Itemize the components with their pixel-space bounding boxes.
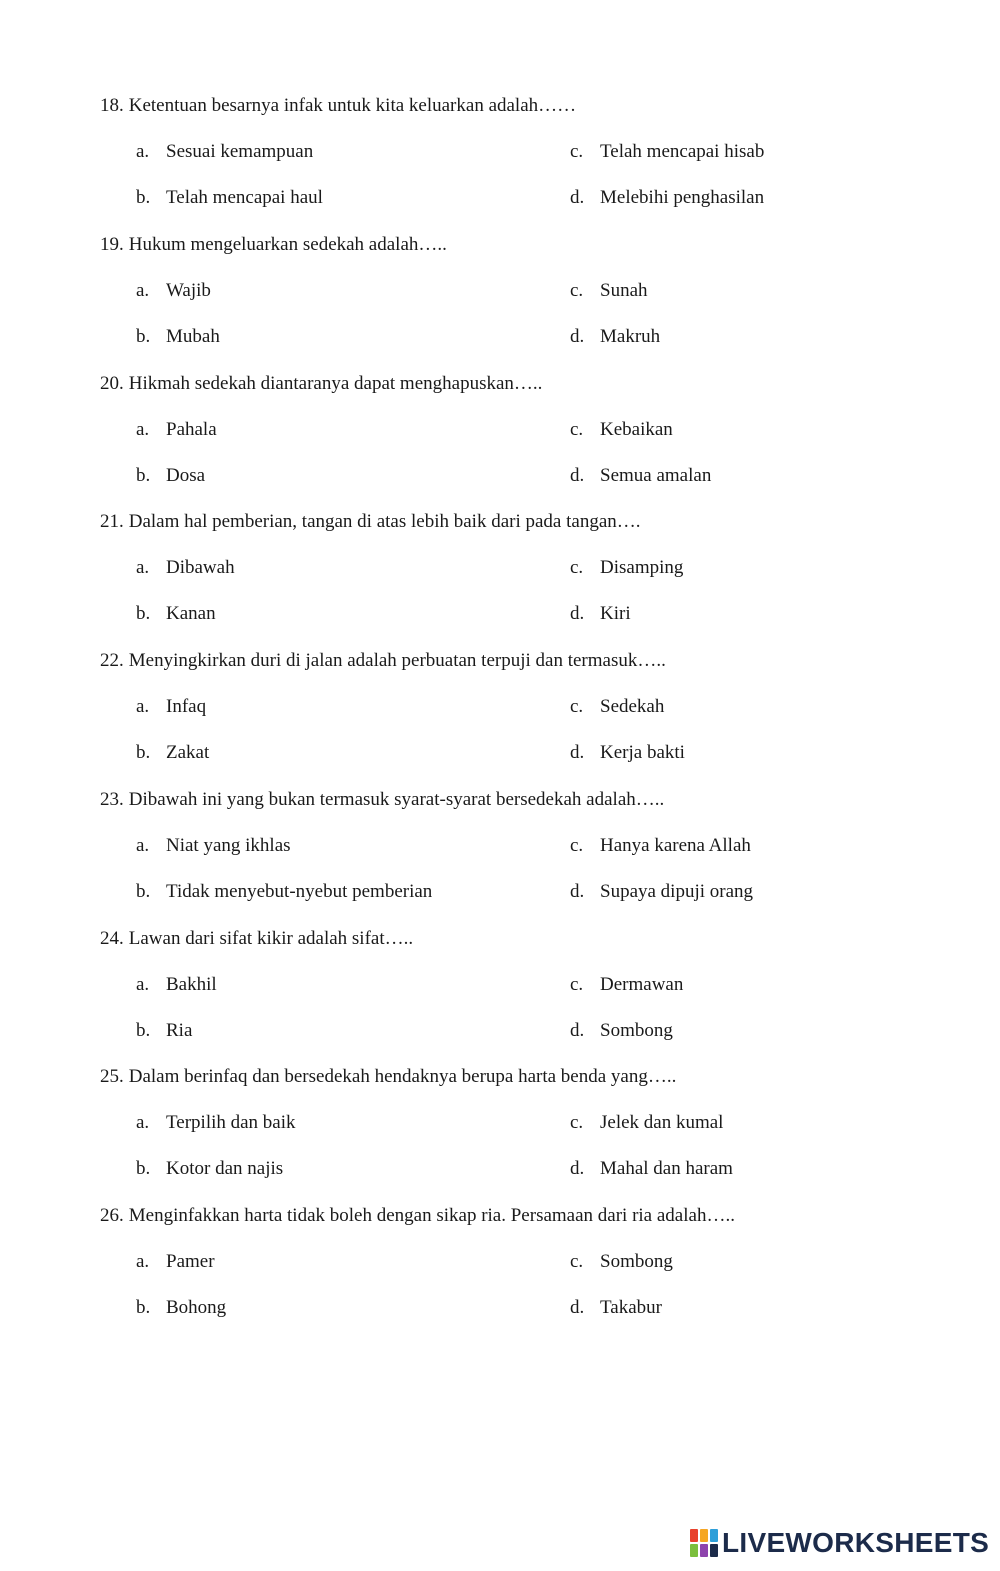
option-b[interactable] (136, 187, 323, 209)
option-letter: a. (136, 279, 150, 301)
question-text: Lawan dari sifat kikir adalah sifat….. (128, 927, 414, 949)
option-text: Melebihi penghasilan (600, 187, 765, 208)
option-text: Kerja bakti (600, 742, 685, 763)
option-text: Sombong (600, 1019, 673, 1041)
option-letter: a. (136, 141, 150, 162)
option-b[interactable] (136, 742, 209, 764)
option-letter: a. (136, 834, 150, 856)
option-text: Telah mencapai hisab (600, 141, 765, 162)
option-text: Hanya karena Allah (600, 834, 751, 856)
option-text: Dibawah (166, 557, 235, 579)
option-c[interactable] (570, 557, 683, 579)
option-d[interactable] (570, 1158, 733, 1180)
option-b[interactable] (136, 1020, 192, 1042)
option-text: Kotor dan najis (166, 1158, 284, 1180)
option-text: Terpilih dan baik (166, 1112, 296, 1134)
option-d[interactable] (570, 187, 764, 209)
option-text: Pamer (166, 1251, 215, 1272)
option-text: Supaya dipuji orang (600, 880, 754, 902)
option-text: Zakat (166, 742, 210, 763)
option-a[interactable] (136, 1112, 296, 1134)
question-text: Menginfakkan harta tidak boleh dengan sikap ria. Persamaan dari ria adalah….. (128, 1205, 735, 1226)
option-d[interactable] (570, 881, 753, 903)
logo-block-5 (700, 1544, 708, 1557)
option-text: Sedekah (600, 696, 665, 717)
option-letter: a. (136, 557, 150, 579)
option-letter: b. (136, 187, 151, 208)
option-text: Infaq (166, 696, 207, 717)
option-letter: b. (136, 880, 151, 902)
option-c[interactable] (570, 1251, 673, 1273)
option-letter: c. (570, 1112, 584, 1134)
question-20 (100, 373, 542, 395)
option-text: Bakhil (166, 973, 217, 995)
question-number: 26. (100, 1205, 124, 1226)
option-d[interactable] (570, 742, 685, 764)
question-26 (100, 1205, 735, 1227)
option-text: Dermawan (600, 973, 684, 995)
option-letter: a. (136, 973, 150, 995)
option-a[interactable] (136, 141, 313, 163)
option-a[interactable] (136, 557, 235, 579)
question-text: Dalam berinfaq dan bersedekah hendaknya berupa harta benda yang….. (128, 1066, 677, 1088)
option-letter: a. (136, 1251, 150, 1272)
question-24 (100, 928, 413, 950)
option-b[interactable] (136, 881, 432, 903)
option-a[interactable] (136, 419, 217, 441)
option-text: Sesuai kemampuan (166, 141, 314, 162)
option-text: Kiri (600, 603, 631, 625)
option-a[interactable] (136, 1251, 215, 1273)
watermark-text: LIVEWORKSHEETS (722, 1527, 990, 1558)
logo-block-2 (700, 1529, 708, 1542)
option-text: Kanan (166, 603, 216, 625)
option-text: Sombong (600, 1251, 673, 1272)
option-c[interactable] (570, 419, 673, 441)
option-text: Makruh (600, 325, 661, 347)
option-d[interactable] (570, 1297, 662, 1319)
option-text: Mubah (166, 325, 220, 347)
logo-block-6 (710, 1544, 718, 1557)
option-letter: c. (570, 1251, 584, 1272)
option-text: Jelek dan kumal (600, 1112, 724, 1134)
question-number: 24. (100, 927, 124, 949)
option-b[interactable] (136, 1297, 226, 1319)
option-letter: d. (570, 1019, 585, 1041)
option-d[interactable] (570, 326, 660, 348)
question-text: Hikmah sedekah diantaranya dapat menghapuskan….. (128, 372, 543, 394)
option-letter: a. (136, 418, 150, 440)
option-letter: b. (136, 464, 151, 486)
option-text: Kebaikan (600, 418, 673, 440)
question-text: Dibawah ini yang bukan termasuk syarat-syarat bersedekah adalah….. (128, 788, 665, 810)
option-letter: b. (136, 1019, 151, 1041)
question-number: 19. (100, 233, 124, 255)
question-text: Dalam hal pemberian, tangan di atas lebih baik dari pada tangan…. (128, 511, 641, 533)
option-text: Telah mencapai haul (166, 187, 323, 208)
option-b[interactable] (136, 465, 205, 487)
option-letter: d. (570, 1158, 585, 1180)
option-text: Semua amalan (600, 464, 712, 486)
option-d[interactable] (570, 603, 631, 625)
question-22 (100, 650, 666, 672)
option-c[interactable] (570, 1112, 723, 1134)
option-text: Wajib (166, 279, 211, 301)
option-a[interactable] (136, 696, 206, 718)
question-number: 20. (100, 372, 124, 394)
question-text: Ketentuan besarnya infak untuk kita keluarkan adalah…… (128, 95, 577, 116)
option-letter: c. (570, 834, 584, 856)
logo-block-4 (690, 1544, 698, 1557)
option-letter: b. (136, 1158, 151, 1180)
option-letter: d. (570, 742, 585, 763)
question-21 (100, 511, 641, 533)
option-d[interactable] (570, 465, 711, 487)
option-text: Pahala (166, 418, 217, 440)
option-letter: c. (570, 696, 584, 717)
question-text: Hukum mengeluarkan sedekah adalah….. (128, 233, 447, 255)
option-letter: b. (136, 325, 151, 347)
option-c[interactable] (570, 280, 648, 302)
option-text: Takabur (600, 1297, 662, 1318)
option-text: Niat yang ikhlas (166, 834, 291, 856)
option-c[interactable] (570, 835, 751, 857)
option-letter: c. (570, 141, 584, 162)
option-text: Disamping (600, 557, 684, 579)
liveworksheets-watermark (690, 1527, 989, 1559)
option-letter: b. (136, 1297, 151, 1318)
option-b[interactable] (136, 326, 220, 348)
question-number: 18. (100, 95, 124, 116)
question-18 (100, 95, 576, 117)
logo-block-3 (710, 1529, 718, 1542)
option-letter: a. (136, 1112, 150, 1134)
option-c[interactable] (570, 141, 764, 163)
option-a[interactable] (136, 835, 291, 857)
option-c[interactable] (570, 696, 664, 718)
option-letter: c. (570, 279, 584, 301)
option-letter: b. (136, 603, 151, 625)
option-d[interactable] (570, 1020, 673, 1042)
question-number: 22. (100, 650, 124, 671)
question-number: 23. (100, 788, 124, 810)
option-letter: c. (570, 973, 584, 995)
option-text: Sunah (600, 279, 648, 301)
option-letter: c. (570, 418, 584, 440)
option-letter: d. (570, 325, 585, 347)
option-text: Mahal dan haram (600, 1158, 733, 1180)
option-letter: a. (136, 696, 150, 717)
option-letter: d. (570, 1297, 585, 1318)
option-letter: d. (570, 187, 585, 208)
option-b[interactable] (136, 603, 216, 625)
option-a[interactable] (136, 974, 217, 996)
question-19 (100, 234, 447, 256)
option-text: Bohong (166, 1297, 227, 1318)
option-letter: d. (570, 880, 585, 902)
option-text: Tidak menyebut-nyebut pemberian (166, 880, 433, 902)
option-a[interactable] (136, 280, 211, 302)
option-text: Dosa (166, 464, 206, 486)
question-23 (100, 789, 664, 811)
logo-block-1 (690, 1529, 698, 1542)
option-letter: d. (570, 464, 585, 486)
liveworksheets-logo-icon (690, 1529, 718, 1557)
option-c[interactable] (570, 974, 683, 996)
option-letter: d. (570, 603, 585, 625)
question-number: 21. (100, 511, 124, 533)
option-letter: b. (136, 742, 151, 763)
option-b[interactable] (136, 1158, 283, 1180)
question-25 (100, 1066, 676, 1088)
question-text: Menyingkirkan duri di jalan adalah perbuatan terpuji dan termasuk….. (128, 650, 666, 671)
option-text: Ria (166, 1019, 193, 1041)
question-number: 25. (100, 1066, 124, 1088)
option-letter: c. (570, 557, 584, 579)
